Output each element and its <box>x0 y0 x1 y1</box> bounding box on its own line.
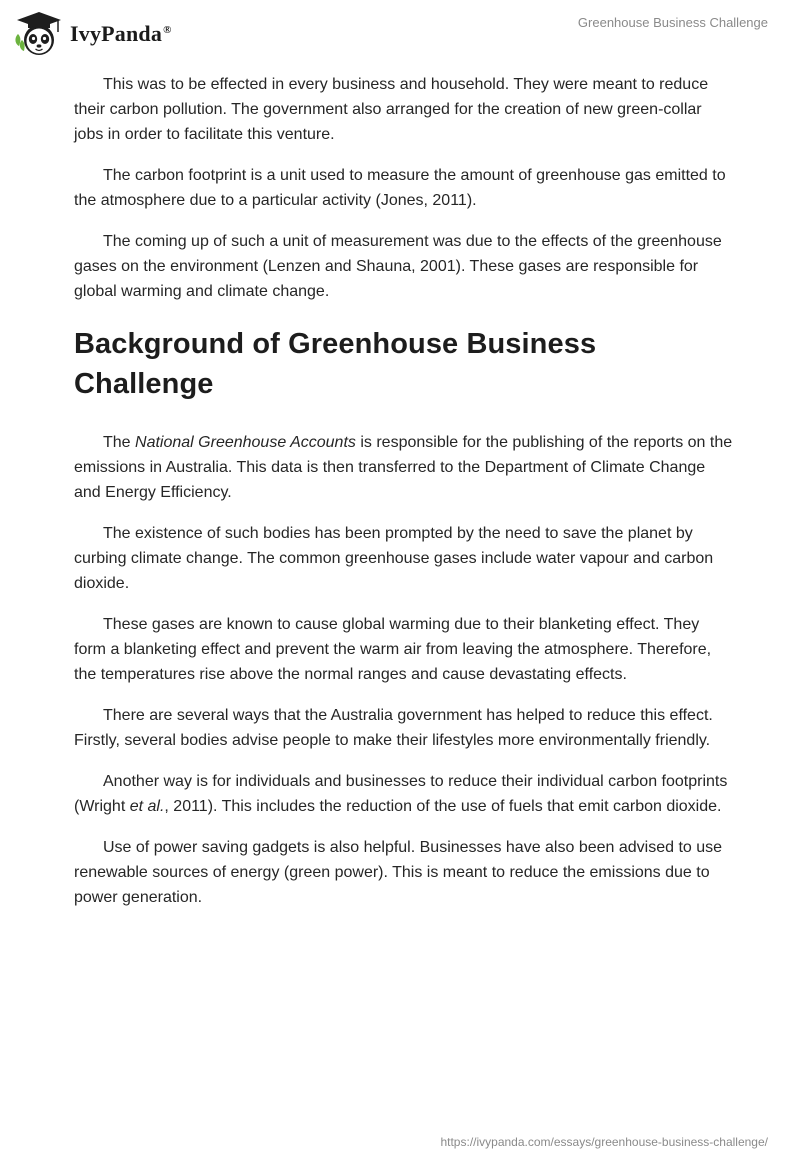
ivypanda-logo[interactable] <box>14 8 172 58</box>
paragraph-8-italic: et al. <box>129 798 165 815</box>
paragraph-7: There are several ways that the Australia government has helped to reduce this effect. Firstly, several bodies advise people to make their lifestyles more environmentally friendly. <box>74 707 713 749</box>
paragraph-8-end: , 2011). This includes the reduction of the use of fuels that emit carbon dioxide. <box>164 798 722 815</box>
paragraph-3: The coming up of such a unit of measurement was due to the effects of the greenhouse gases on the environment (Lenzen and Shauna, 2001). These gases are responsible for global warming and climate change. <box>74 233 722 300</box>
paragraph-4-start: The <box>103 434 136 451</box>
paragraph-6: These gases are known to cause global warming due to their blanketing effect. They form a blanketing effect and prevent the warm air from leaving the atmosphere. Therefore, the temperatures rise above the normal ranges and cause devastating effects. <box>74 616 712 683</box>
document-title: Greenhouse Business Challenge <box>577 15 768 30</box>
paragraph-4-italic: National Greenhouse Accounts <box>135 434 356 451</box>
paragraph-8-start: Another way is for individuals and businesses to reduce their individual carbon footprints (Wright <box>74 773 728 815</box>
brand-name-text: IvyPanda <box>70 21 163 46</box>
paragraph-4 <box>74 430 734 505</box>
paragraph-8 <box>74 769 734 819</box>
source-url[interactable]: https://ivypanda.com/essays/greenhouse-business-challenge/ <box>440 1135 768 1149</box>
paragraph-4-end: is responsible for the publishing of the reports on the emissions in Australia. This data is then transferred to the Department of Climate Change and Energy Efficiency. <box>74 434 733 501</box>
paragraph-2: The carbon footprint is a unit used to measure the amount of greenhouse gas emitted to the atmosphere due to a particular activity (Jones, 2011). <box>74 167 726 209</box>
brand-name <box>70 21 172 47</box>
essay-body <box>74 72 734 926</box>
paragraph-9: Use of power saving gadgets is also helpful. Businesses have also been advised to use renewable sources of energy (green power). This is meant to reduce the emissions due to power generation. <box>74 839 723 906</box>
panda-graduation-cap-icon <box>14 8 64 58</box>
paragraph-1: This was to be effected in every business and household. They were meant to reduce their carbon pollution. The government also arranged for the creation of new green-collar jobs in order to facilitate this venture. <box>74 76 709 143</box>
section-heading: Background of Greenhouse Business Challenge <box>74 328 597 400</box>
paragraph-5: The existence of such bodies has been prompted by the need to save the planet by curbing climate change. The common greenhouse gases include water vapour and carbon dioxide. <box>74 525 714 592</box>
registered-mark: ® <box>163 23 172 36</box>
page-header <box>0 0 800 60</box>
